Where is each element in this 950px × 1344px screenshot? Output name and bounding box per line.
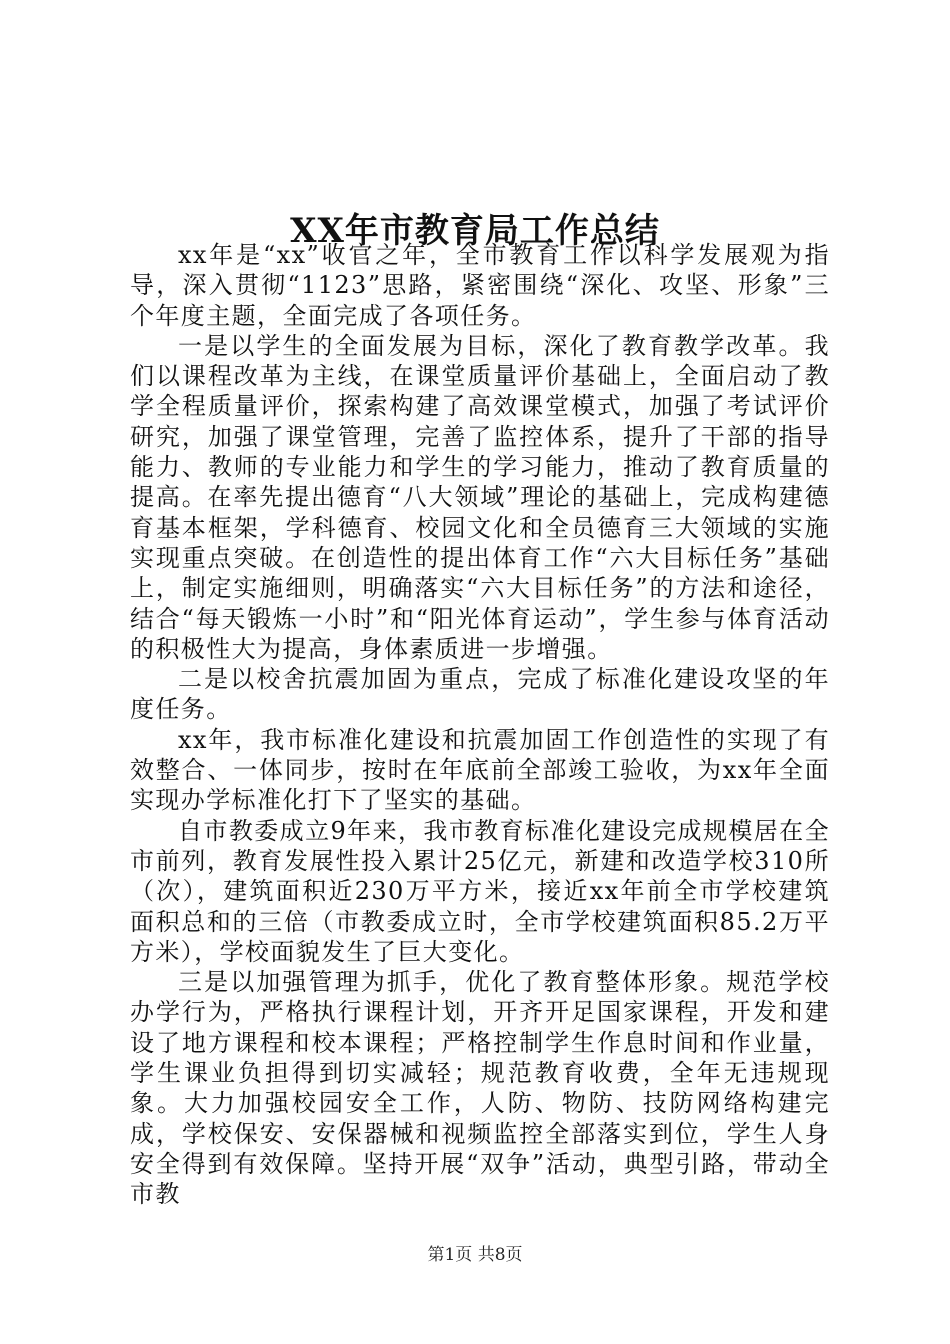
paragraph-management: 三是以加强管理为抓手，优化了教育整体形象。规范学校办学行为，严格执行课程计划，开齐开足国家课程，开发和建设了地方课程和校本课程；严格控制学生作息时间和作业量，学生课业负担得到切实减轻；规范教育收费，全年无违规现象。大力加强校园安全工作，人防、物防、技防网络构建完成，学校保安、安保器械和视频监控全部落实到位，学生人身安全得到有效保障。坚持开展“双争”活动，典型引路，带动全市教 (130, 968, 830, 1209)
document-title: XX年市教育局工作总结 (290, 210, 660, 251)
paragraph-seismic-heading: 二是以校舍抗震加固为重点，完成了标准化建设攻坚的年度任务。 (130, 665, 830, 724)
document-body (130, 240, 830, 1210)
paragraph-reform: 一是以学生的全面发展为目标，深化了教育教学改革。我们以课程改革为主线，在课堂质量评价基础上，全面启动了教学全程质量评价，探索构建了高效课堂模式，加强了考试评价研究，加强了课堂管理，完善了监控体系，提升了干部的指导能力、教师的专业能力和学生的学习能力，推动了教育质量的提高。在率先提出德育“八大领域”理论的基础上，完成构建德育基本框架，学科德育、校园文化和全员德育三大领域的实施实现重点突破。在创造性的提出体育工作“六大目标任务”基础上，制定实施细则，明确落实“六大目标任务”的方法和途径，结合“每天锻炼一小时”和“阳光体育运动”，学生参与体育活动的积极性大为提高，身体素质进一步增强。 (130, 331, 830, 663)
paragraph-intro: xx年是“xx”收官之年，全市教育工作以科学发展观为指导，深入贯彻“1123”思路，紧密围绕“深化、攻坚、形象”三个年度主题，全面完成了各项任务。 (130, 241, 830, 330)
paragraph-standardization: xx年，我市标准化建设和抗震加固工作创造性的实现了有效整合、一体同步，按时在年底前全部竣工验收，为xx年全面实现办学标准化打下了坚实的基础。 (130, 725, 830, 815)
paragraph-investment: 自市教委成立9年来，我市教育标准化建设完成规模居在全市前列，教育发展性投入累计25亿元，新建和改造学校310所（次），建筑面积近230万平方米，接近xx年前全市学校建筑面积总和的三倍（市教委成立时，全市学校建筑面积85.2万平方米），学校面貌发生了巨大变化。 (130, 816, 830, 966)
page-footer: 第1页 共8页 (427, 1245, 523, 1265)
